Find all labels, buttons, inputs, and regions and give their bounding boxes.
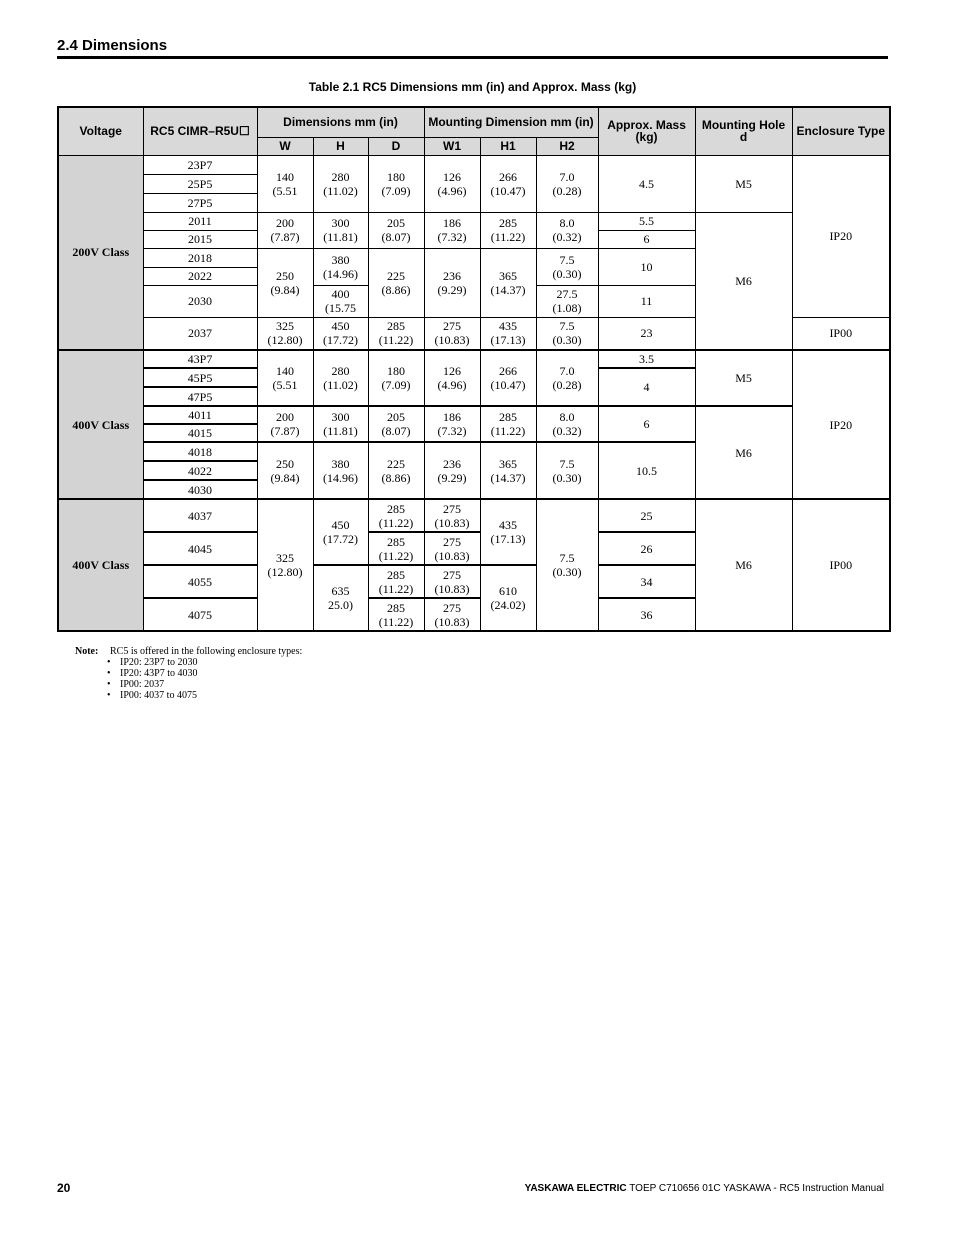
w-cell: 325 (12.80): [257, 499, 313, 631]
model-cell: 4030: [143, 480, 257, 499]
mass-cell: 5.5: [598, 212, 695, 230]
voltage-cell: 400V Class: [58, 499, 143, 631]
model-cell: 2022: [143, 267, 257, 285]
model-cell: 45P5: [143, 368, 257, 387]
w1-cell: 126 (4.96): [424, 350, 480, 406]
h-cell: 400 (15.75: [313, 285, 368, 317]
page-number: 20: [57, 1181, 71, 1195]
model-cell: 27P5: [143, 193, 257, 212]
model-cell: 4015: [143, 424, 257, 442]
w1-cell: 236 (9.29): [424, 248, 480, 317]
voltage-cell: 400V Class: [58, 350, 143, 499]
model-cell: 2030: [143, 285, 257, 317]
d-cell: 285 (11.22): [368, 598, 424, 631]
h2-cell: 8.0 (0.32): [536, 212, 598, 248]
h1-cell: 435 (17.13): [480, 317, 536, 350]
header-voltage: Voltage: [58, 107, 143, 155]
mass-cell: 4.5: [598, 155, 695, 212]
w1-cell: 275 (10.83): [424, 598, 480, 631]
mass-cell: 6: [598, 230, 695, 248]
mass-cell: 3.5: [598, 350, 695, 368]
w-cell: 250 (9.84): [257, 442, 313, 499]
h2-cell: 7.5 (0.30): [536, 248, 598, 285]
h-cell: 635 25.0): [313, 565, 368, 631]
mass-cell: 10.5: [598, 442, 695, 499]
w1-cell: 275 (10.83): [424, 532, 480, 565]
header-w1: W1: [424, 137, 480, 155]
title-rule: [57, 56, 888, 59]
d-cell: 285 (11.22): [368, 565, 424, 598]
model-cell: 2015: [143, 230, 257, 248]
mass-cell: 10: [598, 248, 695, 285]
list-item: • IP00: 2037: [110, 679, 302, 690]
hole-cell: M6: [695, 212, 792, 350]
mass-cell: 36: [598, 598, 695, 631]
enclosure-cell: IP20: [792, 350, 890, 499]
mass-cell: 26: [598, 532, 695, 565]
model-cell: 4075: [143, 598, 257, 631]
h2-cell: 7.0 (0.28): [536, 155, 598, 212]
mass-cell: 25: [598, 499, 695, 532]
header-mounting-dimension: Mounting Dimension mm (in): [424, 107, 598, 137]
footer-doc: [525, 1183, 884, 1194]
h2-cell: 7.5 (0.30): [536, 499, 598, 631]
enclosure-cell: IP20: [792, 155, 890, 317]
header-dimensions: Dimensions mm (in): [257, 107, 424, 137]
dimensions-table: [57, 106, 891, 632]
w-cell: 325 (12.80): [257, 317, 313, 350]
list-item: • IP00: 4037 to 4075: [110, 690, 302, 701]
header-w: W: [257, 137, 313, 155]
header-mounting-hole: Mounting Hole d: [695, 107, 792, 155]
w-cell: 200 (7.87): [257, 212, 313, 248]
hole-cell: M5: [695, 350, 792, 406]
model-cell: 2011: [143, 212, 257, 230]
list-item: • IP20: 23P7 to 2030: [110, 657, 302, 668]
w1-cell: 275 (10.83): [424, 565, 480, 598]
h1-cell: 435 (17.13): [480, 499, 536, 565]
note-text: RC5 is offered in the following enclosure types:: [110, 646, 303, 657]
h2-cell: 8.0 (0.32): [536, 406, 598, 442]
model-cell: 23P7: [143, 155, 257, 174]
mass-cell: 23: [598, 317, 695, 350]
d-cell: 285 (11.22): [368, 317, 424, 350]
w-cell: 250 (9.84): [257, 248, 313, 317]
h2-cell: 7.5 (0.30): [536, 442, 598, 499]
model-cell: 2037: [143, 317, 257, 350]
mass-cell: 4: [598, 368, 695, 406]
header-h1: H1: [480, 137, 536, 155]
w1-cell: 275 (10.83): [424, 499, 480, 532]
w1-cell: 186 (7.32): [424, 212, 480, 248]
footer-doc-id: TOEP C710656 01C YASKAWA - RC5 Instruction Manual: [626, 1183, 884, 1194]
model-cell: 4018: [143, 442, 257, 461]
h-cell: 380 (14.96): [313, 248, 368, 285]
header-mass: Approx. Mass (kg): [598, 107, 695, 155]
h-cell: 300 (11.81): [313, 406, 368, 442]
h-cell: 280 (11.02): [313, 350, 368, 406]
header-enclosure: Enclosure Type: [792, 107, 890, 155]
h1-cell: 365 (14.37): [480, 248, 536, 317]
d-cell: 180 (7.09): [368, 155, 424, 212]
model-cell: 4055: [143, 565, 257, 598]
model-cell: 4011: [143, 406, 257, 424]
table-caption: Table 2.1 RC5 Dimensions mm (in) and Approx. Mass (kg): [308, 80, 637, 94]
w1-cell: 236 (9.29): [424, 442, 480, 499]
mass-cell: 34: [598, 565, 695, 598]
h-cell: 280 (11.02): [313, 155, 368, 212]
header-h2: H2: [536, 137, 598, 155]
hole-cell: M5: [695, 155, 792, 212]
model-cell: 2018: [143, 248, 257, 267]
d-cell: 285 (11.22): [368, 532, 424, 565]
h-cell: 380 (14.96): [313, 442, 368, 499]
footer-brand: YASKAWA ELECTRIC: [524, 1183, 627, 1194]
list-item: • IP20: 43P7 to 4030: [110, 668, 302, 679]
header-d: D: [368, 137, 424, 155]
model-cell: 25P5: [143, 174, 257, 193]
model-cell: 4037: [143, 499, 257, 532]
note-label: Note:: [75, 646, 99, 657]
voltage-cell: 200V Class: [58, 155, 143, 350]
d-cell: 180 (7.09): [368, 350, 424, 406]
model-cell: 43P7: [143, 350, 257, 368]
h2-cell: 7.5 (0.30): [536, 317, 598, 350]
hole-cell: M6: [695, 406, 792, 499]
d-cell: 225 (8.86): [368, 248, 424, 317]
d-cell: 205 (8.07): [368, 406, 424, 442]
header-model: RC5 CIMR–R5U☐: [143, 107, 257, 155]
w1-cell: 275 (10.83): [424, 317, 480, 350]
h1-cell: 610 (24.02): [480, 565, 536, 631]
w1-cell: 126 (4.96): [424, 155, 480, 212]
h-cell: 450 (17.72): [313, 499, 368, 565]
h1-cell: 266 (10.47): [480, 155, 536, 212]
hole-cell: M6: [695, 499, 792, 631]
mass-cell: 11: [598, 285, 695, 317]
enclosure-cell: IP00: [792, 499, 890, 631]
w-cell: 140 (5.51: [257, 155, 313, 212]
model-cell: 4045: [143, 532, 257, 565]
h-cell: 300 (11.81): [313, 212, 368, 248]
h2-cell: 7.0 (0.28): [536, 350, 598, 406]
d-cell: 225 (8.86): [368, 442, 424, 499]
mass-cell: 6: [598, 406, 695, 442]
h1-cell: 365 (14.37): [480, 442, 536, 499]
d-cell: 205 (8.07): [368, 212, 424, 248]
d-cell: 285 (11.22): [368, 499, 424, 532]
h1-cell: 266 (10.47): [480, 350, 536, 406]
enclosure-cell: IP00: [792, 317, 890, 350]
h1-cell: 285 (11.22): [480, 406, 536, 442]
h1-cell: 285 (11.22): [480, 212, 536, 248]
table-note: [75, 646, 302, 701]
model-cell: 4022: [143, 461, 257, 480]
h-cell: 450 (17.72): [313, 317, 368, 350]
model-cell: 47P5: [143, 387, 257, 406]
w-cell: 200 (7.87): [257, 406, 313, 442]
w1-cell: 186 (7.32): [424, 406, 480, 442]
header-h: H: [313, 137, 368, 155]
h2-cell: 27.5 (1.08): [536, 285, 598, 317]
section-title: 2.4 Dimensions: [57, 37, 168, 54]
note-list: [75, 657, 302, 701]
w-cell: 140 (5.51: [257, 350, 313, 406]
